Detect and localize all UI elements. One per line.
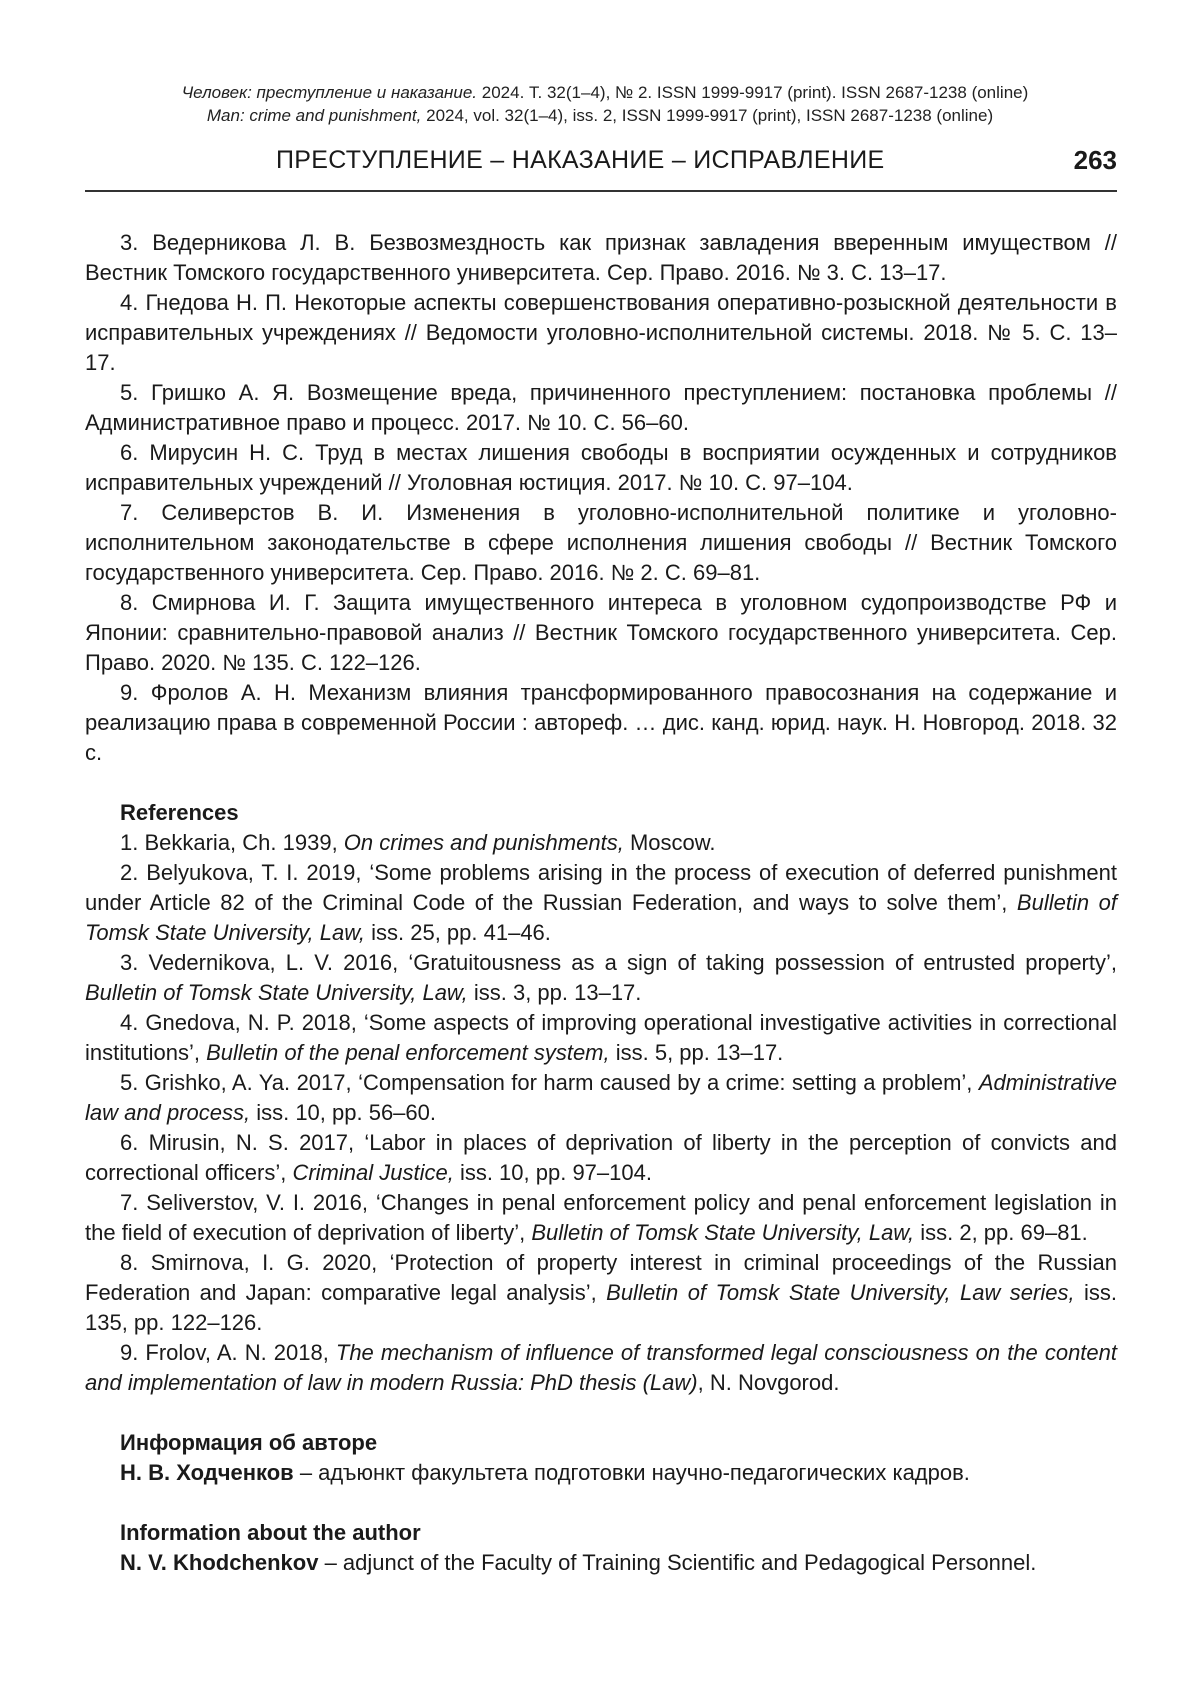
ru-reference-item: 5. Гришко А. Я. Возмещение вреда, причиненного преступлением: постановка проблемы // Административное право и процесс. 2017. № 10. С. 56–60. (85, 380, 1117, 435)
journal-issue-ru: 2024. Т. 32(1–4), № 2. ISSN 1999-9917 (print). ISSN 2687-1238 (online) (477, 83, 1029, 102)
en-reference-item (85, 1188, 1117, 1248)
ru-reference-item: 6. Мирусин Н. С. Труд в местах лишения свободы в восприятии осужденных и сотрудников исправительных учреждений // Уголовная юстиция. 2017. № 10. С. 97–104. (85, 440, 1117, 495)
ref-details: iss. 5, pp. 13–17. (609, 1040, 784, 1065)
author-info-heading-en: Information about the author (120, 1520, 421, 1545)
ref-details: iss. 10, pp. 56–60. (250, 1100, 436, 1125)
en-reference-item (85, 1338, 1117, 1398)
ref-source: Bulletin of Tomsk State University, Law, (531, 1220, 915, 1245)
ru-reference-item: 9. Фролов А. Н. Механизм влияния трансформированного правосознания на содержание и реализацию права в современной России : автореф. … дис. канд. юрид. наук. Н. Новгород. 2018. 32 с. (85, 680, 1117, 765)
ref-text: 7. Seliverstov, V. I. 2016, ‘Changes in penal enforcement policy and penal enforcement legislation in the field of execution of deprivation of liberty’, (85, 1190, 1117, 1245)
ref-source: Administrative law and process, (85, 1070, 1117, 1125)
ref-details: , N. Novgorod. (697, 1370, 840, 1395)
ref-source: Bulletin of Tomsk State University, Law, (85, 980, 468, 1005)
ru-reference-item: 3. Ведерникова Л. В. Безвозмездность как признак завладения вверенным имуществом // Вестник Томского государственного университета. Сер. Право. 2016. № 3. С. 13–17. (85, 230, 1117, 285)
ref-source: Bulletin of the penal enforcement system, (206, 1040, 610, 1065)
ref-details: iss. 2, pp. 69–81. (914, 1220, 1088, 1245)
ref-text: 6. Mirusin, N. S. 2017, ‘Labor in places of deprivation of liberty in the perception of convicts and correctional officers’, (85, 1130, 1117, 1185)
header-divider (85, 190, 1117, 192)
en-reference-item (85, 828, 1117, 858)
spacer (85, 1398, 1117, 1428)
author-name-en: N. V. Khodchenkov (120, 1550, 319, 1575)
ref-source: Criminal Justice, (292, 1160, 454, 1185)
ref-text: 9. Frolov, A. N. 2018, (120, 1340, 336, 1365)
author-info-heading-ru: Информация об авторе (120, 1430, 378, 1455)
ref-text: 1. Bekkaria, Ch. 1939, (120, 830, 344, 855)
author-position-ru: – адъюнкт факультета подготовки научно-педагогических кадров. (293, 1460, 970, 1485)
author-name-ru: Н. В. Ходченков (120, 1460, 294, 1485)
ref-details: iss. 25, pp. 41–46. (365, 920, 551, 945)
en-reference-item (85, 858, 1117, 948)
ref-source: Bulletin of Tomsk State University, Law, (85, 890, 1117, 945)
ru-reference-item: 8. Смирнова И. Г. Защита имущественного интереса в уголовном судопроизводстве РФ и Японии: сравнительно-правовой анализ // Вестник Томского государственного университета. Сер. Право. 2020. № 135. С. 122–126. (85, 590, 1117, 675)
ref-text: 4. Gnedova, N. P. 2018, ‘Some aspects of improving operational investigative activities in correctional institutions’, (85, 1010, 1117, 1065)
page-number: 263 (1073, 145, 1117, 175)
ref-details: iss. 3, pp. 13–17. (467, 980, 642, 1005)
ref-text: 2. Belyukova, T. I. 2019, ‘Some problems arising in the process of execution of deferred punishment under Article 82 of the Criminal Code of the Russian Federation, and ways to solve them’, (85, 860, 1117, 915)
ref-source: Bulletin of Tomsk State University, Law series, (606, 1280, 1075, 1305)
ref-text: 3. Vedernikova, L. V. 2016, ‘Gratuitousness as a sign of taking possession of entrusted property’, (120, 950, 1117, 975)
journal-name-en: Man: crime and punishment, (206, 106, 422, 125)
en-reference-item (85, 1068, 1117, 1128)
ref-text: 5. Grishko, A. Ya. 2017, ‘Compensation for harm caused by a crime: setting a problem’, (120, 1070, 979, 1095)
ref-details: iss. 135, pp. 122–126. (85, 1280, 1118, 1335)
ref-details: iss. 10, pp. 97–104. (453, 1160, 652, 1185)
ref-source: On crimes and punishments, (343, 830, 624, 855)
journal-issue-en: 2024, vol. 32(1–4), iss. 2, ISSN 1999-9917 (print), ISSN 2687-1238 (online) (421, 106, 994, 125)
journal-citation-en (0, 106, 1200, 126)
spacer (85, 1488, 1117, 1518)
ru-reference-item: 4. Гнедова Н. П. Некоторые аспекты совершенствования оперативно-розыскной деятельности в исправительных учреждениях // Ведомости уголовно-исполнительной системы. 2018. № 5. С. 13–17. (85, 290, 1117, 375)
ref-details: Moscow. (623, 830, 716, 855)
author-position-en: – adjunct of the Faculty of Training Scientific and Pedagogical Personnel. (318, 1550, 1037, 1575)
ref-text: 8. Smirnova, I. G. 2020, ‘Protection of property interest in criminal proceedings of the Russian Federation and Japan: comparative legal analysis’, (85, 1250, 1117, 1305)
page-content (85, 228, 1117, 1578)
ru-reference-item: 7. Селиверстов В. И. Изменения в уголовно-исполнительной политике и уголовно-исполнительном законодательстве в сфере исполнения лишения свободы // Вестник Томского государственного университета. Сер. Право. 2016. № 2. С. 69–81. (85, 500, 1117, 585)
references-heading: References (120, 800, 239, 825)
spacer (85, 768, 1117, 798)
journal-name-ru: Человек: преступление и наказание. (181, 83, 478, 102)
section-title: ПРЕСТУПЛЕНИЕ – НАКАЗАНИЕ – ИСПРАВЛЕНИЕ (276, 146, 885, 174)
author-info-en (85, 1548, 1117, 1578)
en-reference-item (85, 1128, 1117, 1188)
en-reference-item (85, 948, 1117, 1008)
en-reference-item (85, 1248, 1117, 1338)
en-reference-item (85, 1008, 1117, 1068)
author-info-ru (85, 1458, 1117, 1488)
journal-citation-ru (0, 83, 1200, 103)
ref-source: The mechanism of influence of transformed legal consciousness on the content and implementation of law in modern Russia: PhD thesis (Law) (85, 1340, 1117, 1395)
